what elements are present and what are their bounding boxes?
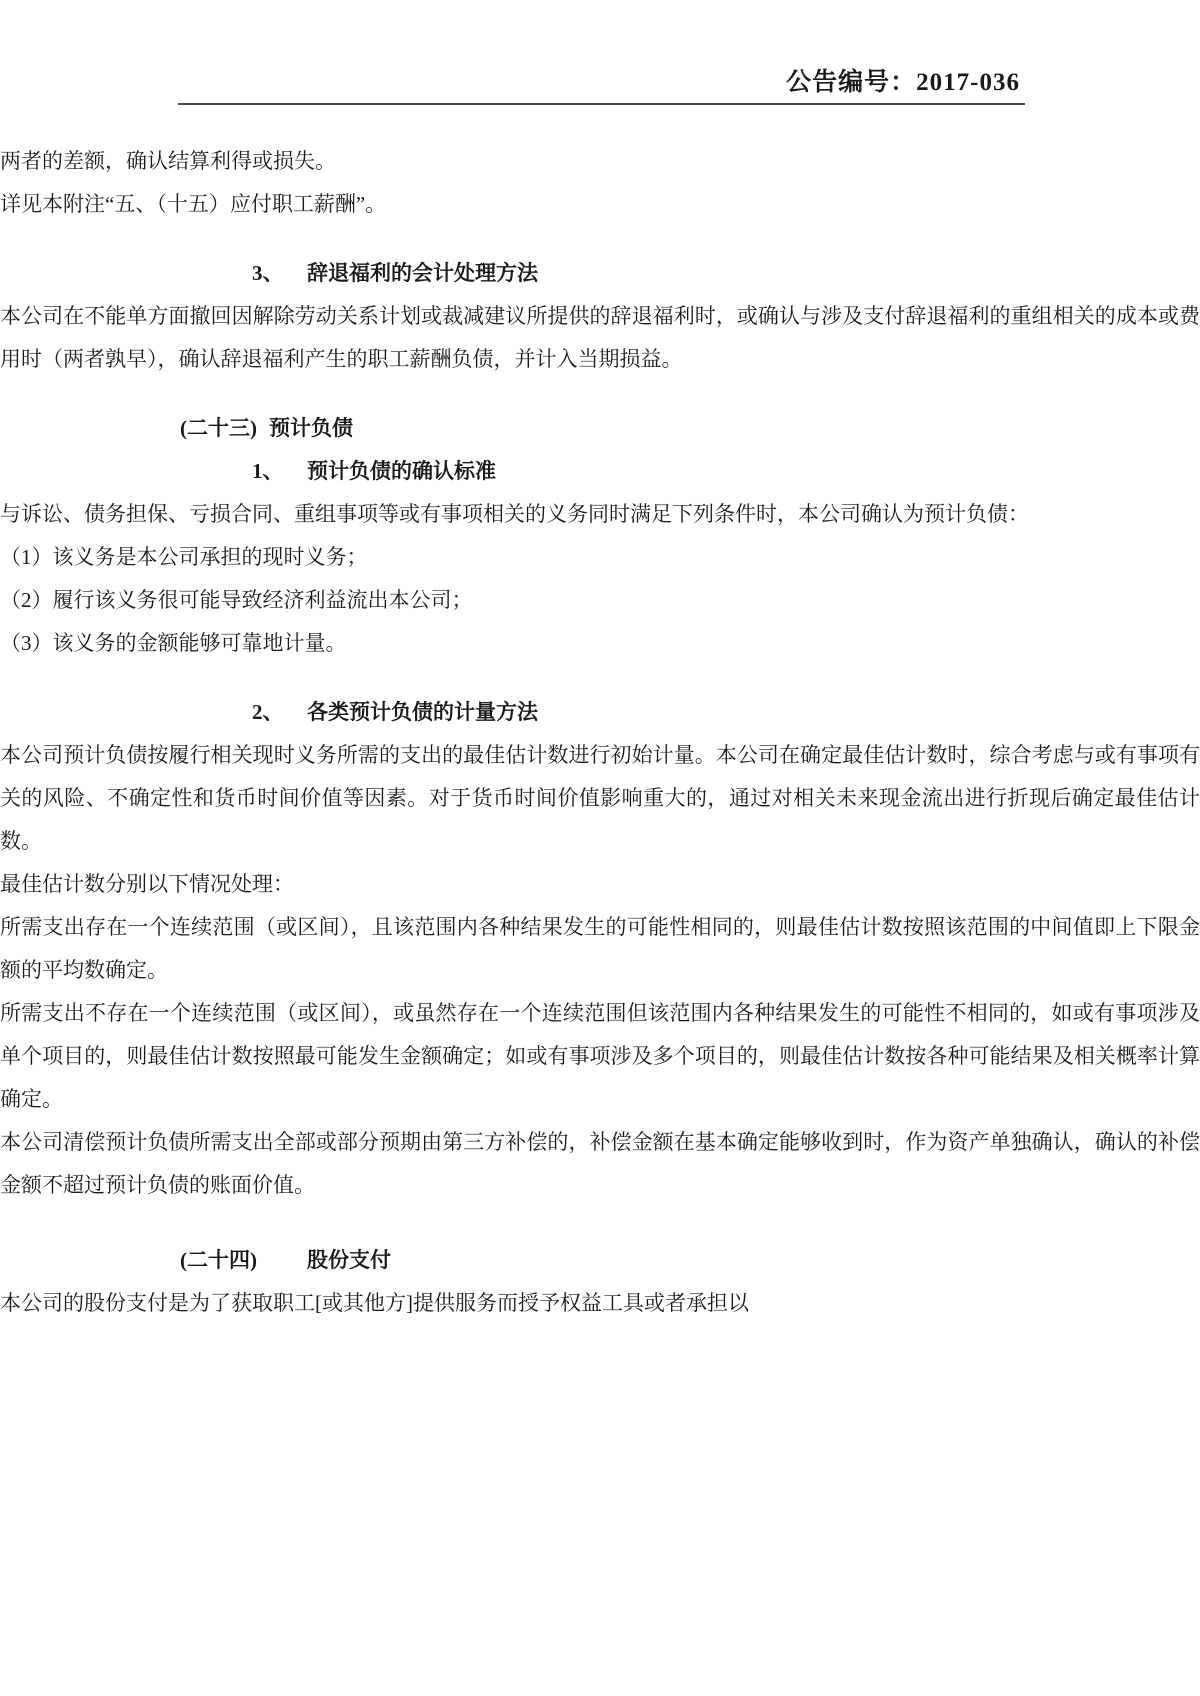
sub1-paragraph: 与诉讼、债务担保、亏损合同、重组事项等或有事项相关的义务同时满足下列条件时，本公司确认为预计负债：	[0, 502, 1029, 526]
sub1-list-item: （1）该义务是本公司承担的现时义务；	[0, 545, 368, 569]
section24-heading	[0, 1239, 1200, 1282]
sub2-paragraph: 本公司预计负债按履行相关现时义务所需的支出的最佳估计数进行初始计量。本公司在确定最佳估计数时，综合考虑与或有事项有关的风险、不确定性和货币时间价值等因素。对于货币时间价值影响重大的，通过对相关未来现金流出进行折现后确定最佳估计数。	[0, 743, 1200, 853]
sub2-paragraph: 所需支出不存在一个连续范围（或区间），或虽然存在一个连续范围但该范围内各种结果发生的可能性不相同的，如或有事项涉及单个项目的，则最佳估计数按照最可能发生金额确定；如或有事项涉及多个项目的，则最佳估计数按各种可能结果及相关概率计算确定。	[0, 1001, 1200, 1111]
section23-heading	[0, 407, 1200, 450]
intro-paragraph: 两者的差额，确认结算利得或损失。	[0, 149, 336, 173]
announcement-number: 公告编号：2017-036	[786, 69, 1020, 96]
item3-body: 本公司在不能单方面撤回因解除劳动关系计划或裁减建议所提供的辞退福利时，或确认与涉及支付辞退福利的重组相关的成本或费用时（两者孰早），确认辞退福利产生的职工薪酬负债，并计入当期损益。	[0, 304, 1200, 371]
sub2-title: 各类预计负债的计量方法	[307, 700, 538, 724]
section24-body: 本公司的股份支付是为了获取职工[或其他方]提供服务而授予权益工具或者承担以	[0, 1291, 749, 1315]
sub1-number: 1、	[252, 459, 284, 483]
sub2-paragraph: 本公司清偿预计负债所需支出全部或部分预期由第三方补偿的，补偿金额在基本确定能够收到时，作为资产单独确认，确认的补偿金额不超过预计负债的账面价值。	[0, 1130, 1200, 1197]
sub1-title: 预计负债的确认标准	[307, 459, 496, 483]
section24-title: 股份支付	[307, 1248, 391, 1272]
intro-paragraph: 详见本附注“五、（十五）应付职工薪酬”。	[0, 192, 387, 216]
item3-number: 3、	[252, 261, 284, 285]
section23-sub1-heading	[0, 450, 1200, 493]
sub2-paragraph: 所需支出存在一个连续范围（或区间），且该范围内各种结果发生的可能性相同的，则最佳估计数按照该范围的中间值即上下限金额的平均数确定。	[0, 915, 1200, 982]
section23-title: 预计负债	[269, 416, 353, 440]
sub1-list-item: （2）履行该义务很可能导致经济利益流出本公司；	[0, 588, 473, 612]
item3-title: 辞退福利的会计处理方法	[307, 261, 538, 285]
item3-heading	[0, 252, 1200, 295]
section24-label: (二十四)	[180, 1248, 257, 1272]
section23-sub2-heading	[0, 691, 1200, 734]
sub2-number: 2、	[252, 700, 284, 724]
header-rule	[178, 103, 1025, 105]
document-body	[0, 140, 1200, 1325]
section23-label: (二十三)	[180, 416, 257, 440]
sub2-paragraph: 最佳估计数分别以下情况处理：	[0, 872, 294, 896]
sub1-list-item: （3）该义务的金额能够可靠地计量。	[0, 631, 347, 655]
